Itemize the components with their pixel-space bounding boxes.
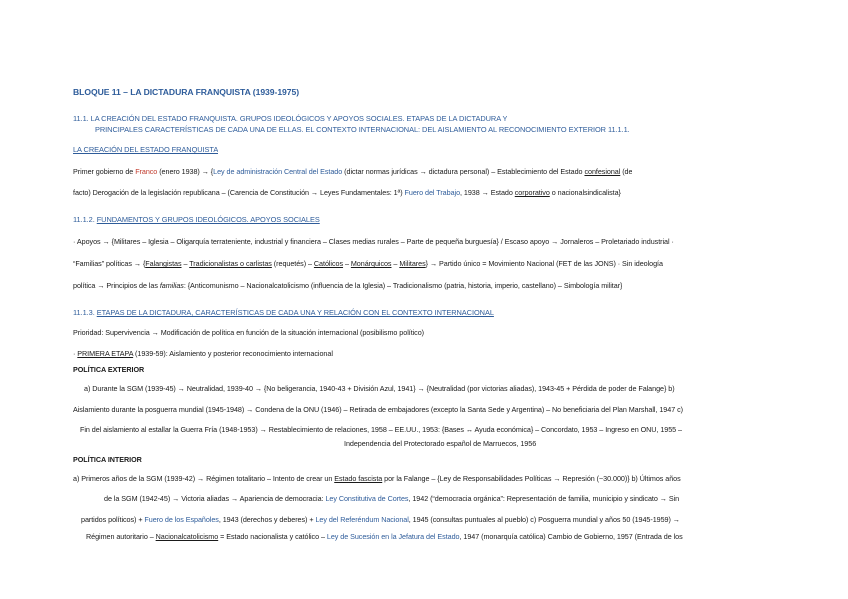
- term-estado-fascista: Estado fascista: [334, 474, 383, 483]
- text: (dictar normas jurídicas → dictadura personal) – Establecimiento del Estado: [342, 167, 585, 176]
- term-tradicionalistas: Tradicionalistas o carlistas: [189, 259, 272, 268]
- paragraph-prioridad: Prioridad: Supervivencia → Modificación de política en función de la situación internacional (posibilismo político): [73, 328, 425, 337]
- section-title: ETAPAS DE LA DICTADURA, CARACTERÍSTICAS DE CADA UNA Y RELACIÓN CON EL CONTEXTO INTERNACIONAL: [96, 308, 494, 317]
- text: Primer gobierno de: [73, 167, 136, 176]
- paragraph-line: [104, 494, 679, 504]
- term-ley-referendum: Ley del Referéndum Nacional: [315, 515, 409, 524]
- text: –: [181, 259, 190, 268]
- term-familias: familias: [159, 281, 184, 290]
- text: (enero 1938) → {: [157, 167, 214, 176]
- term-fuero-espanoles: Fuero de los Españoles: [144, 515, 219, 524]
- text: –: [343, 259, 351, 268]
- heading-politica-interior: POLÍTICA INTERIOR: [73, 455, 142, 464]
- text: (de: [620, 167, 633, 176]
- text: , 1945 (consultas puntuales al pueblo) c) Posguerra mundial y años 50 (1945-1959) →: [408, 515, 680, 524]
- text: a) Primeros años de la SGM (1939-42) → Régimen totalitario – Intento de crear un: [73, 474, 335, 483]
- term-falangistas: Falangistas: [145, 259, 182, 268]
- text: } → Partido único = Movimiento Nacional (FET de las JONS) · Sin ideología: [425, 259, 663, 268]
- paragraph-line: [73, 474, 681, 484]
- term-confesional: confesional: [584, 167, 621, 176]
- text: partidos políticos) +: [81, 515, 145, 524]
- paragraph-line: a) Durante la SGM (1939-45) → Neutralidad, 1939-40 → {No beligerancia, 1940-43 + División Azul, 1941} → {Neutralidad (por victorias aliadas), 1943-45 + Pérdida de poder de Falange} b): [84, 384, 675, 393]
- text: ·: [73, 349, 78, 358]
- term-ley-administracion: Ley de administración Central del Estado: [213, 167, 343, 176]
- term-fuero-trabajo: Fuero del Trabajo: [404, 188, 461, 197]
- text: , 1947 (monarquía católica) Cambio de Gobierno, 1957 (Entrada de los: [459, 532, 683, 541]
- section-title: FUNDAMENTOS Y GRUPOS IDEOLÓGICOS. APOYOS SOCIALES: [96, 215, 320, 224]
- text: o nacionalsindicalista}: [549, 188, 621, 197]
- subsection-heading-creacion: LA CREACIÓN DEL ESTADO FRANQUISTA: [73, 145, 219, 154]
- text: , 1942 (“democracia orgánica”: Representación de familia, municipio y sindicato → Sin: [408, 494, 680, 503]
- text: = Estado nacionalista y católico –: [218, 532, 327, 541]
- text: de la SGM (1942-45) → Victoria aliadas → Apariencia de democracia:: [104, 494, 326, 503]
- text: (requetés) –: [271, 259, 314, 268]
- text: política → Principios de las: [73, 281, 160, 290]
- section-number: 11.1.3.: [73, 308, 97, 317]
- term-ley-cortes: Ley Constitutiva de Cortes: [325, 494, 409, 503]
- paragraph-apoyos: · Apoyos → {Militares – Iglesia – Oligarquía terrateniente, industrial y financiera – Clases medias rurales – Parte de pequeña burguesía} / Escaso apoyo → Jornaleros – Proletariado industrial ·: [73, 237, 674, 246]
- text: , 1943 (derechos y deberes) +: [218, 515, 316, 524]
- section-heading-line-1: 11.1. LA CREACIÓN DEL ESTADO FRANQUISTA. GRUPOS IDEOLÓGICOS Y APOYOS SOCIALES. ETAPAS DE LA DICTADURA Y: [73, 114, 508, 123]
- subsection-heading-fundamentos: [73, 215, 320, 225]
- paragraph-line: [81, 515, 680, 525]
- text: –: [391, 259, 400, 268]
- heading-politica-exterior: POLÍTICA EXTERIOR: [73, 365, 145, 374]
- paragraph-familias: [73, 259, 663, 269]
- section-number: 11.1.2.: [73, 215, 97, 224]
- block-title: BLOQUE 11 – LA DICTADURA FRANQUISTA (1939-1975): [73, 87, 300, 97]
- term-catolicos: Católicos: [313, 259, 344, 268]
- paragraph-line: [73, 167, 632, 177]
- term-franco: Franco: [135, 167, 158, 176]
- term-ley-sucesion: Ley de Sucesión en la Jefatura del Estado: [326, 532, 460, 541]
- term-nacionalcatolicismo: Nacionalcatolicismo: [155, 532, 219, 541]
- section-heading-line-2: PRINCIPALES CARACTERÍSTICAS DE CADA UNA DE ELLAS. EL CONTEXTO INTERNACIONAL: DEL AISLAMIENTO AL RECONOCIMIENTO EXTERIOR 11.1.1.: [95, 125, 630, 134]
- term-corporativo: corporativo: [514, 188, 550, 197]
- text: (1939-59): Aislamiento y posterior reconocimiento internacional: [133, 349, 333, 358]
- text: por la Falange – {Ley de Responsabilidades Políticas → Represión (~30.000)} b) Últimos años: [382, 474, 681, 483]
- paragraph-line: Independencia del Protectorado español de Marruecos, 1956: [344, 439, 537, 448]
- term-primera-etapa: PRIMERA ETAPA: [77, 349, 134, 358]
- text: facto) Derogación de la legislación republicana – (Carencia de Constitución → Leyes Fundamentales: 1ª): [73, 188, 405, 197]
- paragraph-line: Fin del aislamiento al estallar la Guerra Fría (1948-1953) → Restablecimiento de relaciones, 1958 – EE.UU., 1953: {Bases ↔ Ayuda económica} – Concordato, 1953 – Ingreso en ONU, 1955 –: [80, 425, 683, 434]
- text: Régimen autoritario –: [86, 532, 156, 541]
- subsection-heading-etapas: [73, 308, 494, 318]
- paragraph-line: [73, 188, 621, 198]
- term-militares: Militares: [399, 259, 426, 268]
- text: : {Anticomunismo – Nacionalcatolicismo (influencia de la Iglesia) – Tradicionalismo (patria, historia, imperio, castellano) – Simbología militar}: [183, 281, 623, 290]
- paragraph-line: [86, 532, 683, 542]
- text: “Familias” políticas → {: [73, 259, 146, 268]
- paragraph-line: Aislamiento durante la posguerra mundial (1945-1948) → Condena de la ONU (1946) – Retirada de embajadores (excepto la Santa Sede y Argentina) – No beneficiaria del Plan Marshall, 1947 c): [73, 405, 683, 414]
- paragraph-primera-etapa: [73, 349, 333, 359]
- term-monarquicos: Monárquicos: [350, 259, 392, 268]
- paragraph-politica: [73, 281, 622, 291]
- text: , 1938 → Estado: [460, 188, 515, 197]
